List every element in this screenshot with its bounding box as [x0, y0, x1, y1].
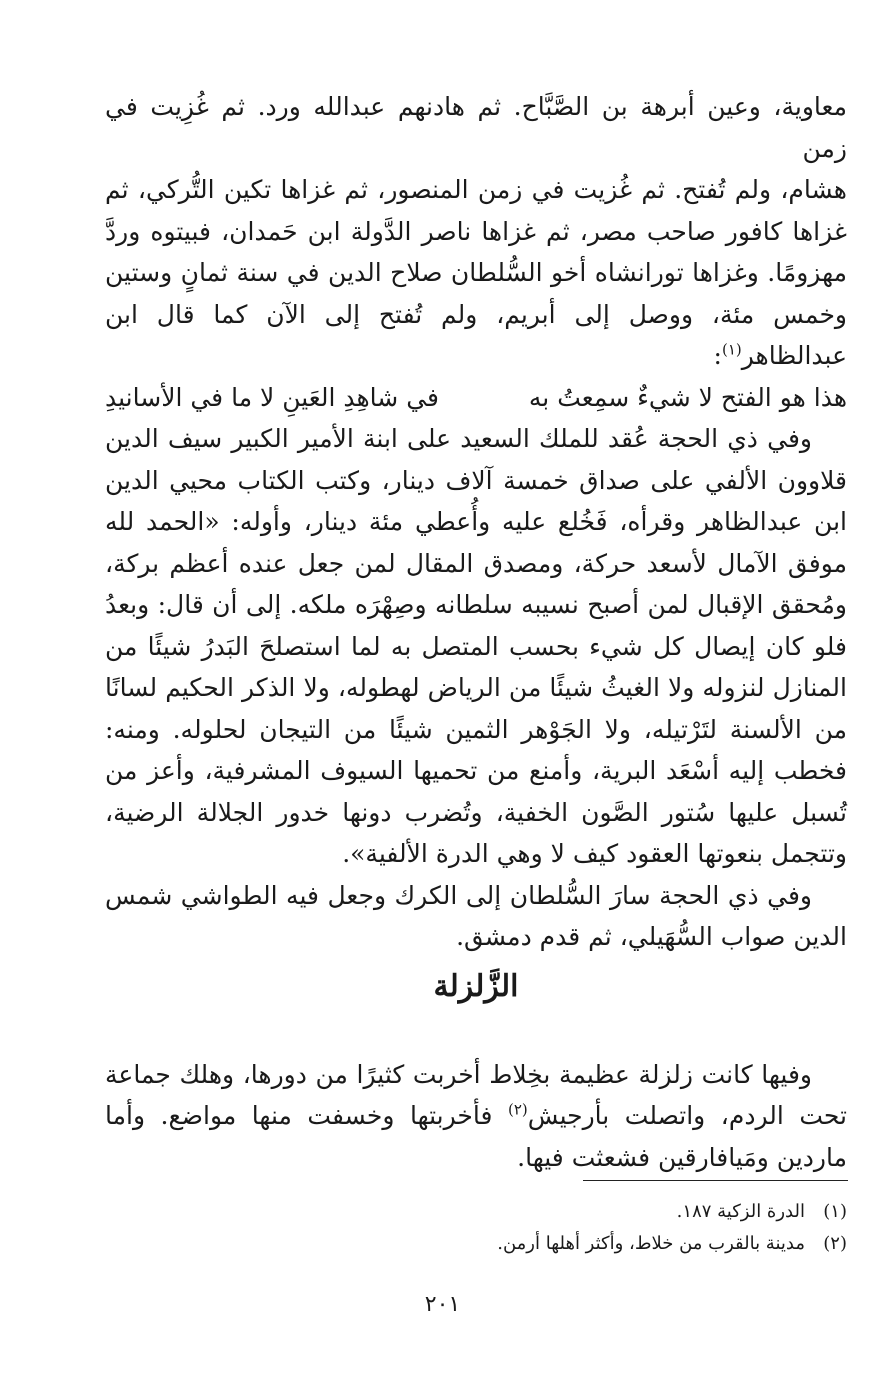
verse-second-hemistich: في شاهِدِ العَينِ لا ما في الأسانيدِ: [105, 382, 439, 412]
footnote-2: [105, 1228, 847, 1260]
poetry-verse: [105, 377, 847, 419]
footnote-ref-2: (٢): [507, 1100, 528, 1119]
paragraph-4-text-end: فأخربتها وخسفت منها مواضع. وأما ماردين ومَيافارقين فشعثت فيها.: [105, 1101, 847, 1172]
footnote-ref-1: (١): [721, 340, 742, 359]
footnote-divider: [583, 1180, 848, 1181]
paragraph-4: [105, 1054, 847, 1179]
verse-first-hemistich: هذا هو الفتح لا شيءٌ سمِعتُ به: [528, 382, 847, 412]
footnotes: [105, 1196, 847, 1260]
footnote-1: [105, 1196, 847, 1228]
paragraph-1-line: عبدالظاهر: [741, 341, 847, 370]
page-body: [105, 86, 847, 1178]
paragraph-2: وفي ذي الحجة عُقد للملك السعيد على ابنة الأمير الكبير سيف الدين قلاوون الألفي على صداق خمسة آلاف دينار، وكتب الكتاب محيي الدين ابن عبدالظاهر وقرأه، فَخُلع عليه وأُعطي مئة دينار، وأوله: «الحمد لله موفق الآمال لأسعد حركة، ومصدق المقال لمن جعل عنده أعظم بركة، ومُحقق الإقبال لمن أصبح نسيبه سلطانه وصِهْرَه ملكه. إلى أن قال: وبعدُ فلو كان إيصال كل شيء بحسب المتصل به لما استصلحَ البَدرُ شيئًا من المنازل لنزوله ولا الغيثُ شيئًا من الرياض لهطوله، ولا الذكر الحكيم لسانًا من الألسنة لتَرْتيله، ولا الجَوْهر الثمين شيئًا من التيجان لحلوله. ومنه: فخطب إليه أسْعَد البرية، وأمنع من تحميها السيوف المشرفية، وأعز من تُسبل عليها سُتور الصَّون الخفية، وتُضرب دونها خدور الجلالة الرضية، وتتجمل بنعوتها العقود كيف لا وهي الدرة الألفية».: [105, 424, 847, 868]
paragraph-1-line: معاوية، وعين أبرهة بن الصَّبَّاح. ثم هادنهم عبدالله ورد. ثم غُزِيت في زمن: [105, 92, 847, 163]
paragraph-1-line: هشام، ولم تُفتح. ثم غُزيت في زمن المنصور، ثم غزاها تكين التُّركي، ثم: [105, 175, 847, 204]
paragraph-1-last-line: [105, 335, 847, 377]
paragraph-1: [105, 86, 847, 377]
section-heading: الزَّلزلة: [433, 968, 519, 1004]
footnote-text: الدرة الزكية ١٨٧.: [676, 1201, 805, 1222]
paragraph-1-line: مهزومًا. وغزاها تورانشاه أخو السُّلطان صلاح الدين في سنة ثمانٍ وستين: [105, 258, 847, 287]
paragraph-4-text: وفيها كانت زلزلة عظيمة بخِلاط أخربت كثيرًا من دورها، وهلك جماعة تحت الردم، واتصلت بأرجيش: [105, 1059, 847, 1130]
paragraph-1-line: وخمس مئة، ووصل إلى أبريم، ولم تُفتح إلى الآن كما قال ابن: [105, 299, 847, 329]
footnote-number: (٢): [823, 1233, 847, 1254]
paragraph-1-tail: :: [713, 341, 722, 370]
page-number: ٢٠١: [424, 1292, 461, 1317]
paragraph-1-line: غزاها كافور صاحب مصر، ثم غزاها ناصر الدَّولة ابن حَمدان، فبيتوه وردَّ: [105, 216, 847, 246]
footnote-number: (١): [823, 1201, 847, 1222]
footnote-text: مدينة بالقرب من خلاط، وأكثر أهلها أرمن.: [497, 1233, 805, 1254]
paragraph-3: وفي ذي الحجة سارَ السُّلطان إلى الكرك وجعل فيه الطواشي شمس الدين صواب السُّهَيلي، ثم قدم دمشق.: [105, 880, 847, 951]
